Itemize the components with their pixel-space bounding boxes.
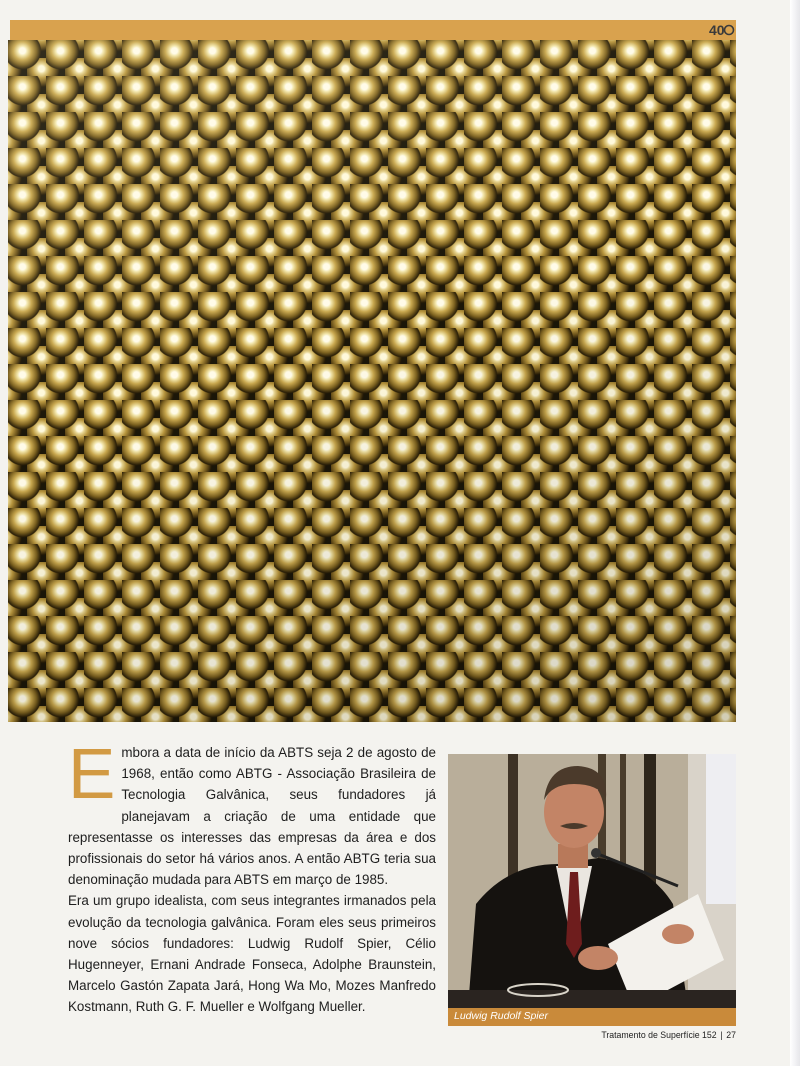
drop-cap: E [68, 735, 116, 814]
page-number: 27 [726, 1030, 736, 1041]
article-paragraph-1: mbora a data de início da ABTS seja 2 de agosto de 1968, então como ABTG - Associação Brasileira de Tecnologia Galvânica, seus fundadores já planejavam a criação de uma entidade que representasse os interesses das empresas da área e dos profissionais do setor há vários anos. A então ABTG teria sua denominação mudada para ABTS em março de 1985. [68, 745, 436, 888]
footer-separator: | [720, 1030, 723, 1041]
logo-40-icon [706, 20, 738, 40]
gold-spheres-photo [8, 40, 736, 722]
portrait-illustration [448, 754, 736, 1008]
caption-bar [448, 1008, 736, 1026]
portrait-photo [448, 754, 736, 1008]
logo-text: 40 [709, 22, 725, 38]
page-footer [574, 1030, 736, 1041]
article-body [68, 735, 436, 1018]
anniversary-logo [706, 20, 738, 40]
article-paragraph-2: Era um grupo idealista, com seus integrantes irmanados pela evolução da tecnologia galvânica. Foram eles seus primeiros nove sócios fundadores: Ludwig Rudolf Spier, Célio Hugenneyer, Ernani Andrade Fonseca, Adolphe Braunstein, Marcelo Gastón Zapata Jará, Hong Wa Mo, Mozes Manfredo Kostmann, Ruth G. F. Mueller e Wolfgang Mueller. [68, 893, 436, 1015]
top-accent-band [10, 20, 736, 40]
portrait-caption: Ludwig Rudolf Spier [454, 1010, 548, 1022]
page-edge-shade [790, 0, 800, 1066]
publication-name: Tratamento de Superfície 152 [601, 1030, 717, 1041]
